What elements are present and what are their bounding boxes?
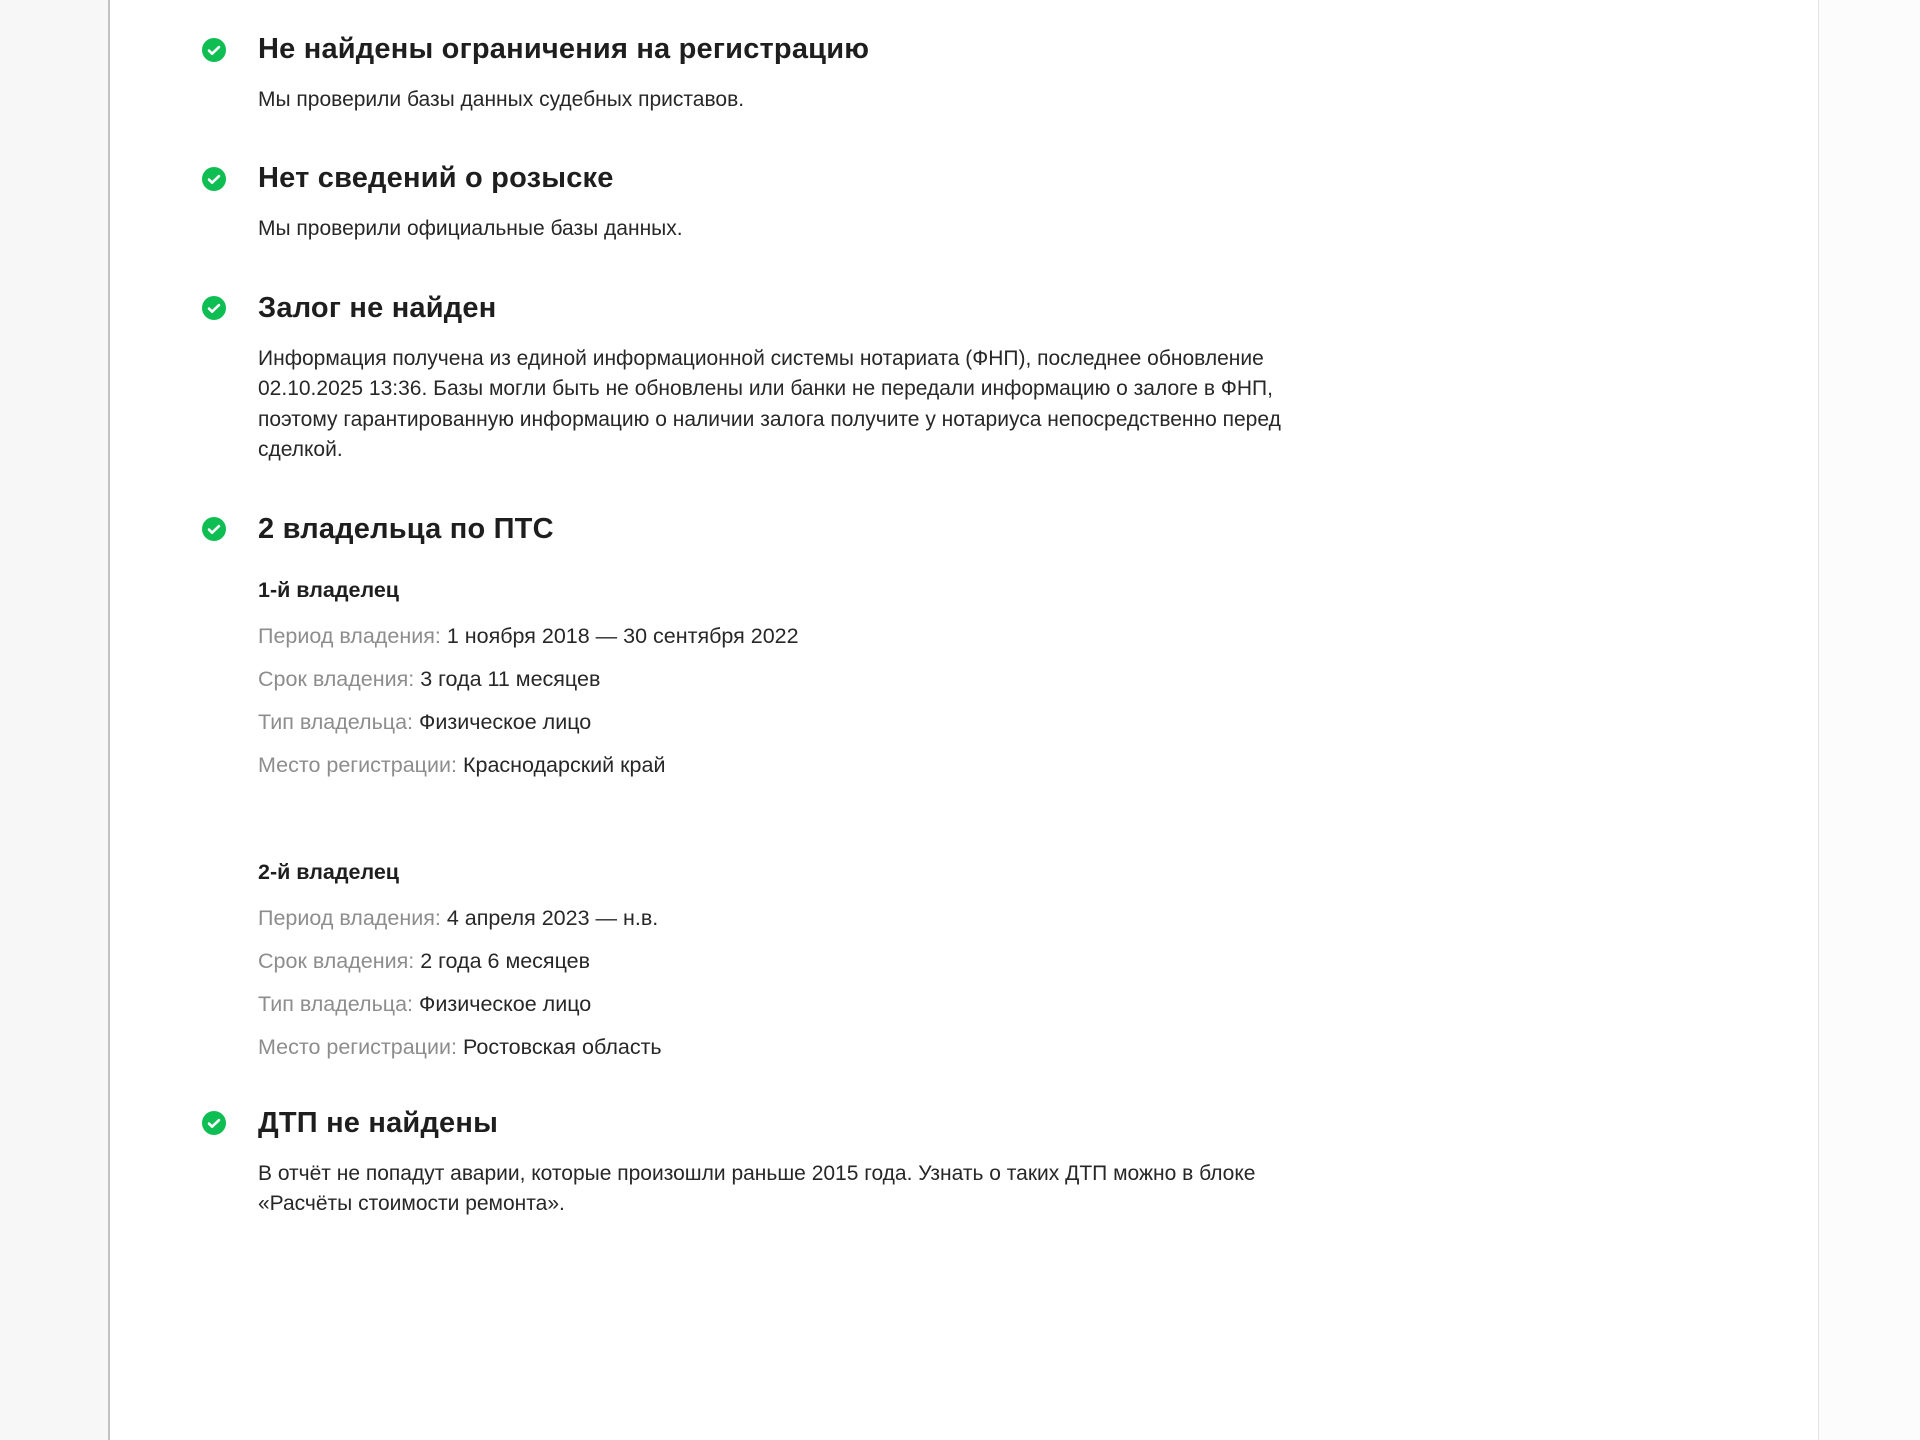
section-title: Залог не найден xyxy=(258,291,497,324)
section-wanted-status xyxy=(202,162,1818,244)
owner-name: 1-й владелец xyxy=(258,577,400,602)
section-title: 2 владельца по ПТС xyxy=(258,512,554,545)
owner-row-ownership-duration xyxy=(258,667,1818,692)
section-header xyxy=(202,33,1818,66)
row-value: Физическое лицо xyxy=(419,991,592,1016)
row-label: Период владения: xyxy=(258,623,441,648)
section-registration-restrictions xyxy=(202,33,1818,115)
section-title: Не найдены ограничения на регистрацию xyxy=(258,33,870,65)
section-title: ДТП не найдены xyxy=(258,1106,499,1139)
section-header xyxy=(202,1107,1818,1140)
report-content xyxy=(110,0,1818,1440)
section-description: Мы проверили базы данных судебных приставов. xyxy=(258,88,745,111)
owner-row-ownership-period xyxy=(258,624,1818,649)
section-description: Информация получена из единой информационной системы нотариата (ФНП), последнее обновление 02.10.2025 13:36. Базы могли быть не обновлены или банки не передали информацию о залоге в ФНП, поэтому гарантированную информацию о наличии залога получите у нотариуса непосредственно перед сделкой. xyxy=(258,346,1281,462)
row-label: Тип владельца: xyxy=(258,991,414,1016)
row-label: Место регистрации: xyxy=(258,1034,457,1059)
row-value: Физическое лицо xyxy=(419,709,592,734)
section-owners xyxy=(202,513,1818,1060)
check-icon xyxy=(202,296,226,320)
row-label: Срок владения: xyxy=(258,666,415,691)
section-description: Мы проверили официальные базы данных. xyxy=(258,217,683,241)
owner-row-owner-type xyxy=(258,710,1818,735)
owner-row-ownership-period xyxy=(258,906,1818,931)
row-value: Ростовская область xyxy=(462,1034,662,1059)
check-icon xyxy=(202,1111,226,1135)
owner-row-registration-place xyxy=(258,753,1818,778)
row-value: 3 года 11 месяцев xyxy=(420,666,601,691)
section-header xyxy=(202,162,1818,195)
check-icon xyxy=(202,167,226,191)
section-pledge xyxy=(202,292,1818,466)
owner-card-1 xyxy=(258,578,1818,778)
section-header xyxy=(202,513,1818,546)
section-header xyxy=(202,292,1818,325)
row-value: Краснодарский край xyxy=(462,752,666,777)
check-icon xyxy=(202,517,226,541)
owner-row-registration-place xyxy=(258,1035,1818,1060)
section-accidents xyxy=(202,1107,1818,1220)
section-title: Нет сведений о розыске xyxy=(258,162,614,195)
check-icon xyxy=(202,38,226,62)
row-value: 4 апреля 2023 — н.в. xyxy=(446,905,659,930)
owner-row-owner-type xyxy=(258,992,1818,1017)
page-right-margin xyxy=(1818,0,1920,1440)
owner-row-ownership-duration xyxy=(258,949,1818,974)
row-label: Период владения: xyxy=(258,905,441,930)
row-label: Срок владения: xyxy=(258,948,415,973)
owner-card-2 xyxy=(258,860,1818,1060)
page-left-margin xyxy=(0,0,110,1440)
row-value: 1 ноября 2018 — 30 сентября 2022 xyxy=(446,623,799,648)
section-description: В отчёт не попадут аварии, которые произошли раньше 2015 года. Узнать о таких ДТП можно в блоке «Расчёты стоимости ремонта». xyxy=(258,1161,1256,1216)
row-value: 2 года 6 месяцев xyxy=(420,948,591,973)
row-label: Место регистрации: xyxy=(258,752,457,777)
owner-name: 2-й владелец xyxy=(258,859,400,884)
row-label: Тип владельца: xyxy=(258,709,414,734)
